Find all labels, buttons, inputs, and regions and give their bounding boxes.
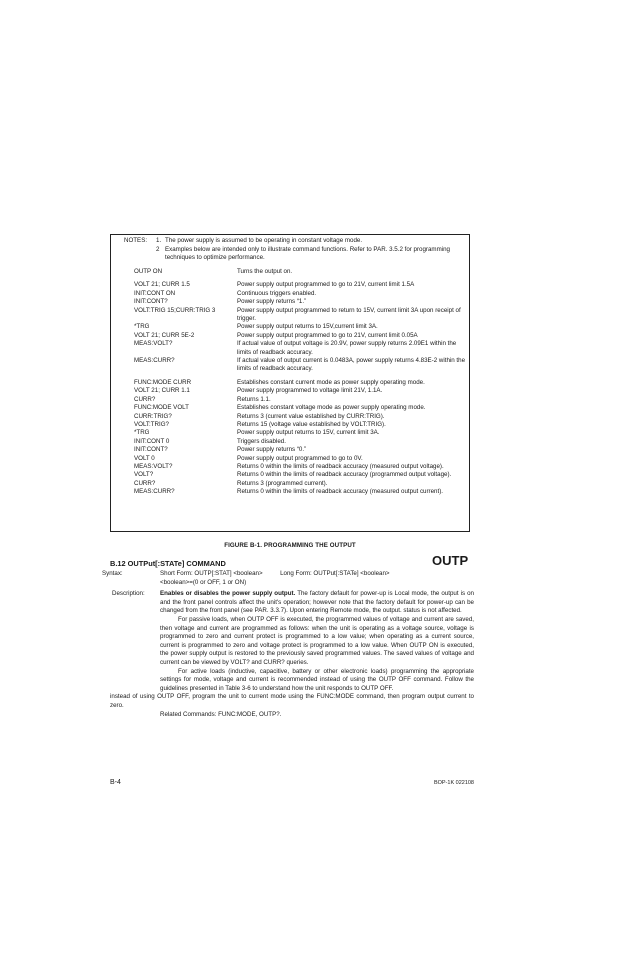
command-description: If actual value of output voltage is 20.9V, power supply returns 2.09E1 within the limits of readback accuracy. [237,340,457,356]
command-description: Power supply output programmed to return to 15V, current limit 3A upon receipt of trigger. [237,306,461,323]
description-label: Description: [112,590,145,598]
command-text: INIT:CONT ON [134,289,176,297]
command-text: VOLT:TRIG? [134,420,169,428]
related-commands: Related Commands: FUNC:MODE, OUTP?. [160,710,282,718]
command-description: Turns the output on. [237,268,293,275]
syntax-label: Syntax: [102,570,123,577]
command-description: Power supply output programmed to go to 21V, current limit 1.5A [237,281,415,289]
command-description: Power supply output programmed to go to 0V. [237,454,363,462]
command-description: Returns 0 within the limits of readback accuracy (measured output voltage). [237,462,444,470]
section-title: B.12 OUTPut[:STATe] COMMAND [110,559,226,568]
command-description: Power supply output programmed to go to 21V, current limit 0.05A [237,331,418,339]
command-text: VOLT? [134,471,154,479]
note-number: 1. [156,237,162,244]
notes-label: NOTES: [124,237,148,244]
command-text: MEAS:VOLT? [134,340,173,348]
command-row [134,396,469,404]
command-description: Triggers disabled. [237,437,286,445]
command-text: VOLT 21; CURR 5E-2 [134,331,195,339]
command-row [134,413,469,421]
command-row [134,268,469,276]
command-row [134,463,469,471]
command-description: Returns 1.1. [237,395,271,403]
figure-b1-box [110,234,470,532]
command-row [134,438,469,446]
command-text: MEAS:CURR? [134,357,175,365]
command-text: *TRG [134,429,150,437]
command-row [134,290,469,298]
command-row [134,471,469,479]
command-description: Continuous triggers enabled. [237,289,317,297]
command-text: INIT:CONT? [134,298,168,306]
command-text: CURR? [134,479,156,487]
command-row [134,323,469,331]
description-paragraph-1 [160,590,474,616]
syntax-values: <boolean>=(0 or OFF, 1 or ON) [160,578,247,586]
note-item [156,246,468,263]
command-description: Returns 0 within the limits of readback accuracy (programmed output voltage). [237,471,452,479]
figure-caption: FIGURE B-1. PROGRAMMING THE OUTPUT [224,542,356,549]
note-item [156,237,468,246]
command-description: If actual value of output current is 0.0483A, power supply returns 4.83E-2 within the limits of readback accuracy. [237,357,466,373]
command-row [134,379,469,387]
command-description: Power supply returns “1.” [237,298,307,306]
command-description: Establishes constant current mode as power supply operating mode. [237,378,425,386]
command-row [134,332,469,340]
notes-block [124,237,468,263]
command-row [134,480,469,488]
command-text: VOLT:TRIG 15;CURR:TRIG 3 [134,306,216,314]
command-text: CURR? [134,395,156,403]
command-text: VOLT 21; CURR 1.1 [134,387,190,395]
command-row [134,421,469,429]
command-row [134,307,469,324]
command-description: Returns 0 within the limits of readback accuracy (measured output current). [237,488,443,496]
syntax-long: Long Form: OUTPut[:STATe] <boolean> [280,570,390,577]
command-example-table [134,268,469,497]
command-description: Power supply returns “0.” [237,446,307,454]
description-text-1: The factory default for power-up is Local mode, the output is on and the front panel controls affect the unit's operation; however note that the factory default for power-up can be changed from the front panel (see PAR. 3.3.7). Upon entering Remote mode, the output. status is not affected. [160,590,474,615]
command-description: Returns 3 (programmed current). [237,479,328,487]
command-text: *TRG [134,323,150,331]
command-description: Establishes constant voltage mode as power supply operating mode. [237,404,426,412]
command-text: CURR:TRIG? [134,412,172,420]
command-row [134,340,469,357]
command-description: Power supply programmed to voltage limit 21V, 1.1A. [237,387,383,395]
description-bold: Enables or disables the power supply output. [160,590,296,598]
command-text: OUTP ON [134,268,163,275]
command-text: VOLT 21; CURR 1.5 [134,281,190,289]
command-text: INIT:CONT? [134,446,168,454]
description-block [110,590,474,719]
command-row [134,298,469,306]
note-number: 2 [156,245,160,253]
command-text: FUNC:MODE VOLT [134,404,189,412]
syntax-block [102,570,474,587]
command-text: MEAS:CURR? [134,488,175,496]
syntax-short: Short Form: OUTP[:STAT] <boolean> [160,570,263,577]
command-description: Power supply output returns to 15V,current limit 3A. [237,323,378,331]
page-number: B-4 [110,779,121,786]
command-row [134,387,469,395]
command-row [134,429,469,437]
command-text: FUNC:MODE CURR [134,378,192,386]
description-paragraph-3: For active loads (inductive, capacitive, battery or other electronic loads) programming the appropriate settings for mode, voltage and current is recommended instead of using the OUTP OFF command. Follow the guidelines presented in Table 3-6 to understand how the unit responds to OUTP OFF. [160,667,474,692]
section-body [102,570,474,719]
command-row [134,404,469,412]
note-text: Examples below are intended only to illustrate command functions. Refer to PAR. 3.5.2 for programming techniques to optimize performance. [165,245,450,262]
command-description: Returns 3 (current value established by CURR:TRIG). [237,412,385,420]
command-text: VOLT 0 [134,454,155,462]
note-text: The power supply is assumed to be operating in constant voltage mode. [165,237,363,244]
command-row [134,455,469,463]
description-paragraph-4: instead of using OUTP OFF, program the unit to current mode using the FUNC:MODE command, then program output current to zero. [110,693,474,709]
description-paragraph-2: For passive loads, when OUTP OFF is executed, the programmed values of voltage and current are saved, then voltage and current are programmed as follows: when the unit is operating as a voltage source, voltage is programmed to zero and current protect is programmed to a low value; when operating as a current source, current is programmed to zero and voltage protect is programmed to a low value. When OUTP ON is executed, the power supply output is restored to the previously saved programmed values. The saved values of voltage and current can be viewed by VOLT? and CURR? queries. [160,615,474,666]
document-id: BOP-1K 022108 [433,780,474,786]
command-text: MEAS:VOLT? [134,462,173,470]
command-row [134,446,469,454]
command-row [134,281,469,289]
command-text: INIT:CONT 0 [134,437,170,445]
command-description: Returns 15 (voltage value established by VOLT:TRIG). [237,420,386,428]
command-row [134,488,469,496]
command-description: Power supply output returns to 15V, current limit 3A. [237,429,380,437]
section-tag: OUTP [432,553,469,568]
command-row [134,357,469,374]
